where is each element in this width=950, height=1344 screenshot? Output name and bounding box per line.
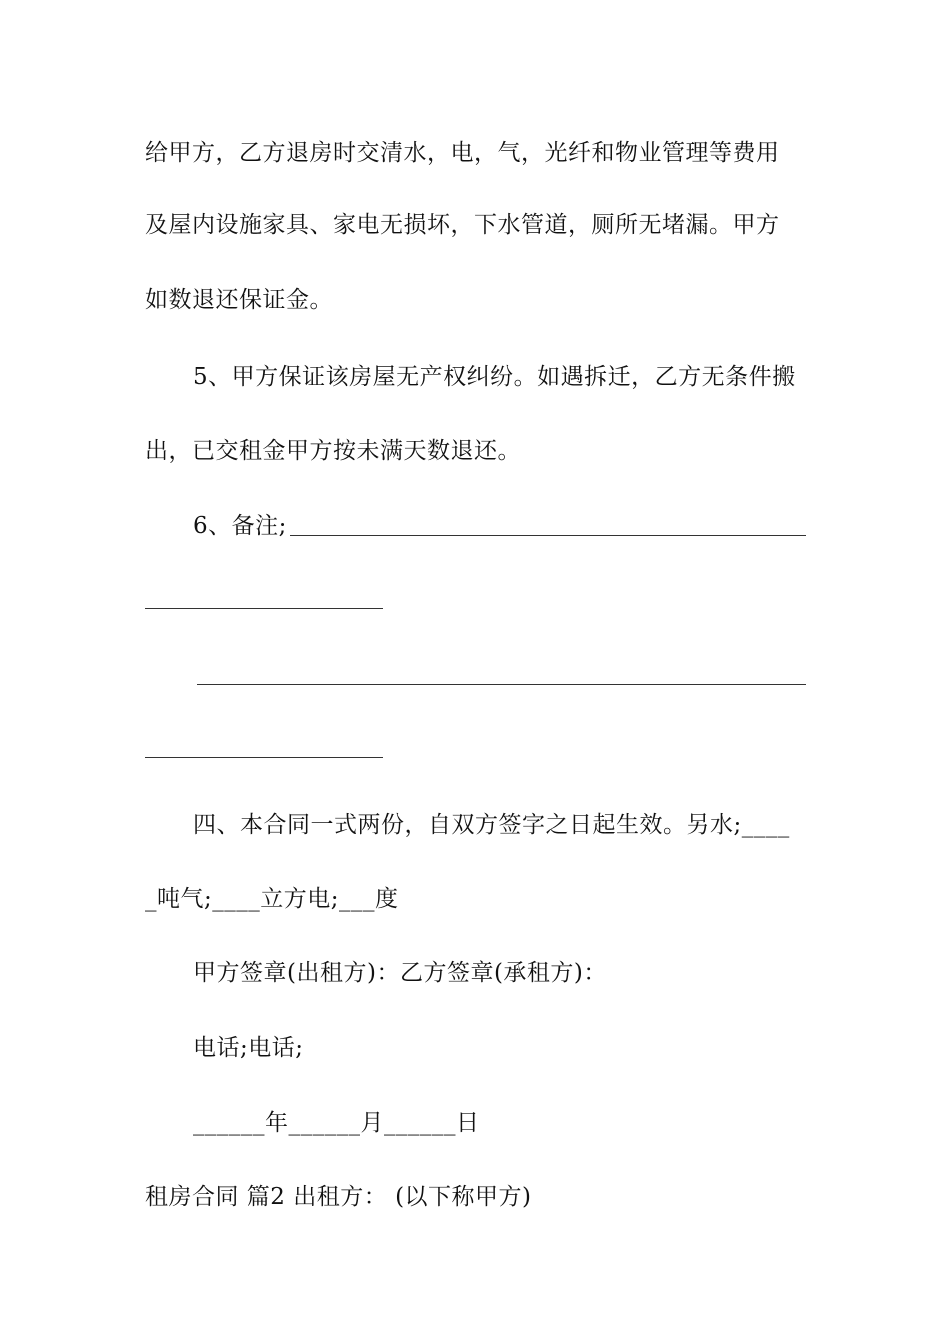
signature-parties: 甲方签章(出租方)：乙方签章(承租方)： xyxy=(193,960,607,986)
next-contract-heading: 租房合同 篇2 出租方： (以下称甲方) xyxy=(145,1184,532,1210)
remarks-blank-line xyxy=(197,684,806,685)
remarks-blank-line xyxy=(145,608,383,609)
paragraph-line: 如数退还保证金。 xyxy=(145,287,333,313)
clause-four-line: _吨气;____立方电;___度 xyxy=(145,886,399,912)
signature-phones: 电话;电话; xyxy=(193,1035,304,1061)
paragraph-line: 给甲方，乙方退房时交清水，电，气，光纤和物业管理等费用 xyxy=(145,140,780,166)
remarks-blank-line xyxy=(290,535,806,536)
clause-four-line: 四、本合同一式两份，自双方签字之日起生效。另水;____ xyxy=(193,812,790,838)
paragraph-line: 及屋内设施家具、家电无损坏，下水管道，厕所无堵漏。甲方 xyxy=(145,212,780,238)
remarks-blank-line xyxy=(145,757,383,758)
clause-6-remarks-label: 6、备注; xyxy=(193,513,287,539)
clause-5-line: 出，已交租金甲方按未满天数退还。 xyxy=(145,438,521,464)
signature-date: ______年______月______日 xyxy=(193,1110,480,1136)
clause-5-line: 5、甲方保证该房屋无产权纠纷。如遇拆迁，乙方无条件搬 xyxy=(193,364,796,390)
